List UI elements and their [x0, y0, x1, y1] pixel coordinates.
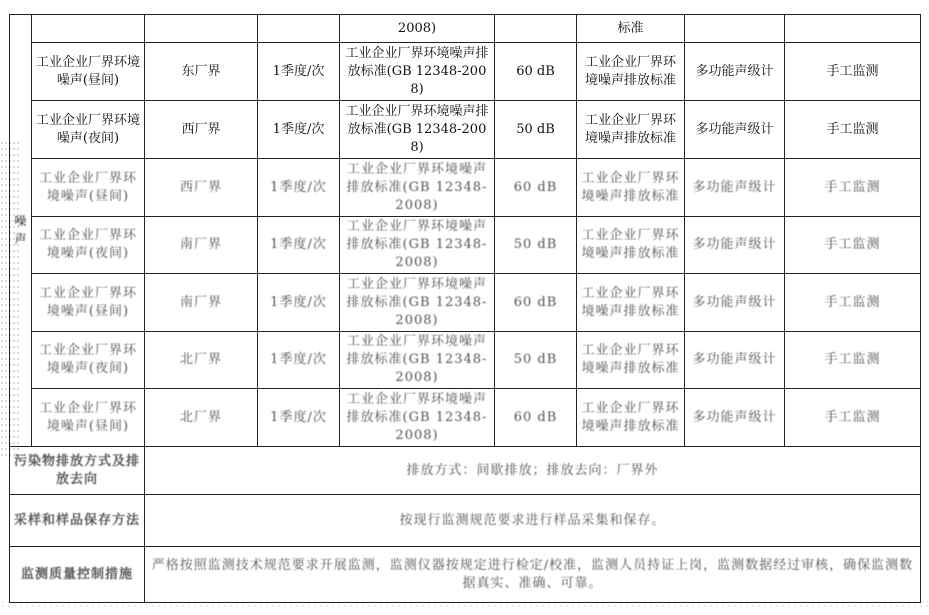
cell-frequency: 1季度/次 — [258, 43, 340, 101]
table-row — [10, 217, 921, 274]
qc-label: 监测质量控制措施 — [10, 547, 145, 603]
sampling-row — [10, 495, 921, 547]
cell-instrument: 多功能声级计 — [685, 274, 785, 332]
cell-limit: 50 dB — [495, 101, 577, 159]
table-row — [10, 159, 921, 217]
cell-standard-name: 工业企业厂界环境噪声排放标准 — [577, 389, 685, 447]
cell-frequency: 1季度/次 — [258, 332, 340, 389]
cell-method: 手工监测 — [785, 332, 921, 389]
emission-value: 排放方式：间歇排放；排放去向：厂界外 — [145, 447, 921, 495]
cell-item: 工业企业厂界环境噪声(昼间) — [32, 159, 145, 217]
cell-location — [145, 15, 258, 43]
table-row — [10, 15, 921, 43]
cell-location: 西厂界 — [145, 159, 258, 217]
cell-method: 手工监测 — [785, 217, 921, 274]
cell-limit: 50 dB — [495, 217, 577, 274]
cell-instrument: 多功能声级计 — [685, 389, 785, 447]
cell-location: 西厂界 — [145, 101, 258, 159]
cell-method: 手工监测 — [785, 101, 921, 159]
cell-standard-name: 工业企业厂界环境噪声排放标准 — [577, 101, 685, 159]
monitoring-table — [9, 14, 921, 603]
sampling-label: 采样和样品保存方法 — [10, 495, 145, 547]
cell-location: 东厂界 — [145, 43, 258, 101]
cell-method: 手工监测 — [785, 43, 921, 101]
cell-frequency: 1季度/次 — [258, 159, 340, 217]
cell-instrument: 多功能声级计 — [685, 217, 785, 274]
cell-limit: 60 dB — [495, 43, 577, 101]
table-row — [10, 389, 921, 447]
emission-row — [10, 447, 921, 495]
cell-standard-name: 工业企业厂界环境噪声排放标准 — [577, 274, 685, 332]
table-row — [10, 274, 921, 332]
cell-standard: 工业企业厂界环境噪声排放标准(GB 12348-2008) — [340, 43, 495, 101]
scan-noise-bottom — [0, 600, 929, 608]
cell-instrument — [685, 15, 785, 43]
cell-standard: 2008) — [340, 15, 495, 43]
table-row — [10, 101, 921, 159]
cell-frequency: 1季度/次 — [258, 101, 340, 159]
cell-limit: 60 dB — [495, 274, 577, 332]
cell-standard-name: 标准 — [577, 15, 685, 43]
table-row — [10, 332, 921, 389]
emission-label: 污染物排放方式及排放去向 — [10, 447, 145, 495]
cell-limit: 50 dB — [495, 332, 577, 389]
cell-standard-name: 工业企业厂界环境噪声排放标准 — [577, 43, 685, 101]
cell-limit — [495, 15, 577, 43]
cell-limit: 60 dB — [495, 389, 577, 447]
cell-standard: 工业企业厂界环境噪声排放标准(GB 12348-2008) — [340, 332, 495, 389]
cell-method — [785, 15, 921, 43]
cell-location: 南厂界 — [145, 217, 258, 274]
cell-standard: 工业企业厂界环境噪声排放标准(GB 12348-2008) — [340, 217, 495, 274]
cell-location: 南厂界 — [145, 274, 258, 332]
cell-instrument: 多功能声级计 — [685, 43, 785, 101]
cell-item: 工业企业厂界环境噪声(昼间) — [32, 389, 145, 447]
cell-method: 手工监测 — [785, 159, 921, 217]
cell-location: 北厂界 — [145, 332, 258, 389]
cell-instrument: 多功能声级计 — [685, 332, 785, 389]
cell-standard-name: 工业企业厂界环境噪声排放标准 — [577, 217, 685, 274]
cell-standard: 工业企业厂界环境噪声排放标准(GB 12348-2008) — [340, 101, 495, 159]
cell-location: 北厂界 — [145, 389, 258, 447]
cell-method: 手工监测 — [785, 389, 921, 447]
cell-item: 工业企业厂界环境噪声(夜间) — [32, 101, 145, 159]
cell-standard: 工业企业厂界环境噪声排放标准(GB 12348-2008) — [340, 274, 495, 332]
cell-instrument: 多功能声级计 — [685, 159, 785, 217]
cell-instrument: 多功能声级计 — [685, 101, 785, 159]
cell-item: 工业企业厂界环境噪声(昼间) — [32, 43, 145, 101]
cell-method: 手工监测 — [785, 274, 921, 332]
table-row — [10, 43, 921, 101]
cell-frequency: 1季度/次 — [258, 389, 340, 447]
cell-standard-name: 工业企业厂界环境噪声排放标准 — [577, 332, 685, 389]
cell-frequency — [258, 15, 340, 43]
cell-frequency: 1季度/次 — [258, 217, 340, 274]
cell-frequency: 1季度/次 — [258, 274, 340, 332]
qc-value: 严格按照监测技术规范要求开展监测，监测仪器按规定进行检定/校准，监测人员持证上岗，监测数据经过审核，确保监测数据真实、准确、可靠。 — [145, 547, 921, 603]
sampling-value: 按现行监测规范要求进行样品采集和保存。 — [145, 495, 921, 547]
cell-standard: 工业企业厂界环境噪声排放标准(GB 12348-2008) — [340, 159, 495, 217]
cell-limit: 60 dB — [495, 159, 577, 217]
cell-item — [32, 15, 145, 43]
cell-item: 工业企业厂界环境噪声(昼间) — [32, 274, 145, 332]
cell-item: 工业企业厂界环境噪声(夜间) — [32, 332, 145, 389]
cell-standard: 工业企业厂界环境噪声排放标准(GB 12348-2008) — [340, 389, 495, 447]
cell-standard-name: 工业企业厂界环境噪声排放标准 — [577, 159, 685, 217]
qc-row — [10, 547, 921, 603]
side-label: 噪声 — [10, 15, 32, 447]
cell-item: 工业企业厂界环境噪声(夜间) — [32, 217, 145, 274]
